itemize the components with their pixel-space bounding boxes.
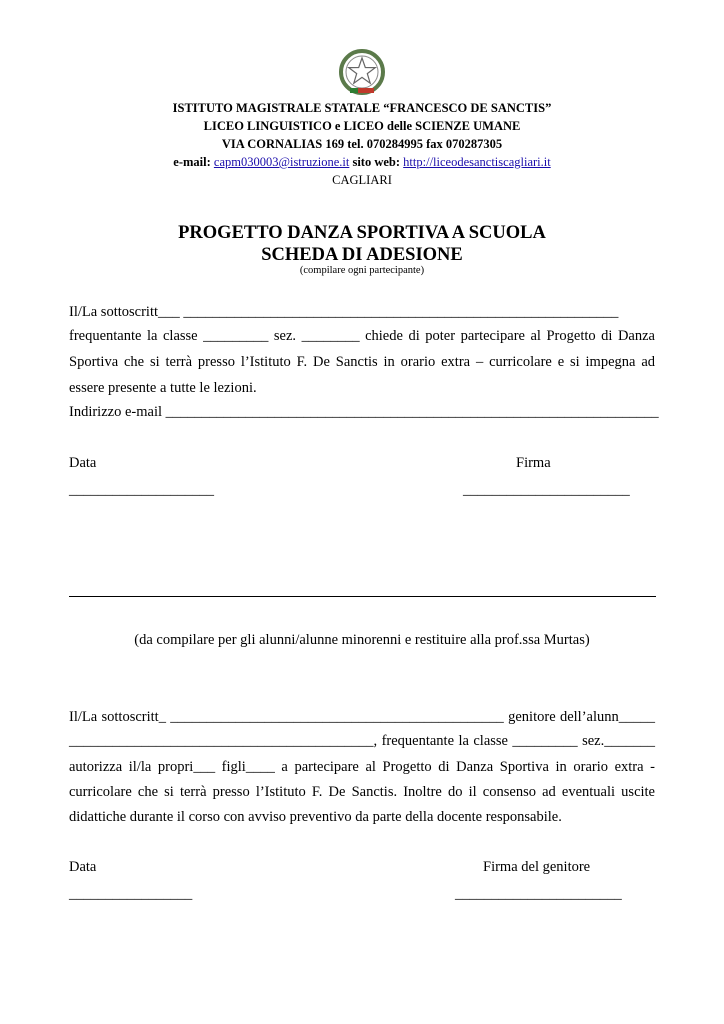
parent-date-label: Data [69,859,97,875]
date-blank: ____________________ [69,482,214,498]
title-note: (compilare ogni partecipante) [299,265,425,276]
authorization-line: autorizza il/la propri___ figli____ a partecipare al Progetto di Danza Sportiva in orario extra - [69,759,655,775]
website-link[interactable]: http://liceodesanctiscagliari.it [403,155,551,169]
section-divider [69,596,656,597]
email-link[interactable]: capm030003@istruzione.it [213,155,350,169]
project-description-line: Sportiva che si terrà presso l’Istituto F. De Sanctis in orario extra – curricolare e si impegna ad [69,354,655,370]
document-title: PROGETTO DANZA SPORTIVA A SCUOLA [178,223,546,243]
parent-date-blank: _________________ [69,886,193,902]
class-section-line: frequentante la classe _________ sez. ________ chiede di poter partecipare al Progetto di Danza [69,328,655,344]
student-class-line: __________________________________________, frequentante la classe _________ sez._______ [69,733,655,749]
italian-republic-emblem-icon [338,48,386,98]
parent-name-line: Il/La sottoscritt_ ______________________________________________ genitore dell’alunn_____ [69,709,655,725]
consent-line: curricolare che si terrà presso l’Istituto F. De Sanctis. Inoltre do il consenso ad eventuali uscite [69,784,655,800]
minors-instruction: (da compilare per gli alunni/alunne minorenni e restituire alla prof.ssa Murtas) [134,632,590,648]
parent-signature-blank: _______________________ [455,886,622,902]
participant-name-line: Il/La sottoscritt___ ____________________________________________________________ [69,304,619,320]
signature-label: Firma [516,455,551,471]
contact-line [0,155,724,170]
signature-blank: _______________________ [463,482,630,498]
email-address-line: Indirizzo e-mail ____________________________________________________________________ [69,404,659,420]
school-names: LICEO LINGUISTICO e LICEO delle SCIENZE UMANE [203,119,521,133]
school-address: VIA CORNALIAS 169 tel. 070284995 fax 070287305 [221,137,503,151]
website-label: sito web: [352,155,401,169]
date-label: Data [69,455,97,471]
commitment-line: essere presente a tutte le lezioni. [69,380,257,396]
email-label: e-mail: [173,155,211,169]
institute-name: ISTITUTO MAGISTRALE STATALE “FRANCESCO DE SANCTIS” [172,101,552,115]
parent-signature-label: Firma del genitore [483,859,591,875]
field-trips-line: didattiche durante il corso con avviso preventivo da parte della docente responsabile. [69,809,562,825]
city: CAGLIARI [332,173,392,187]
document-subtitle: SCHEDA DI ADESIONE [261,245,463,265]
